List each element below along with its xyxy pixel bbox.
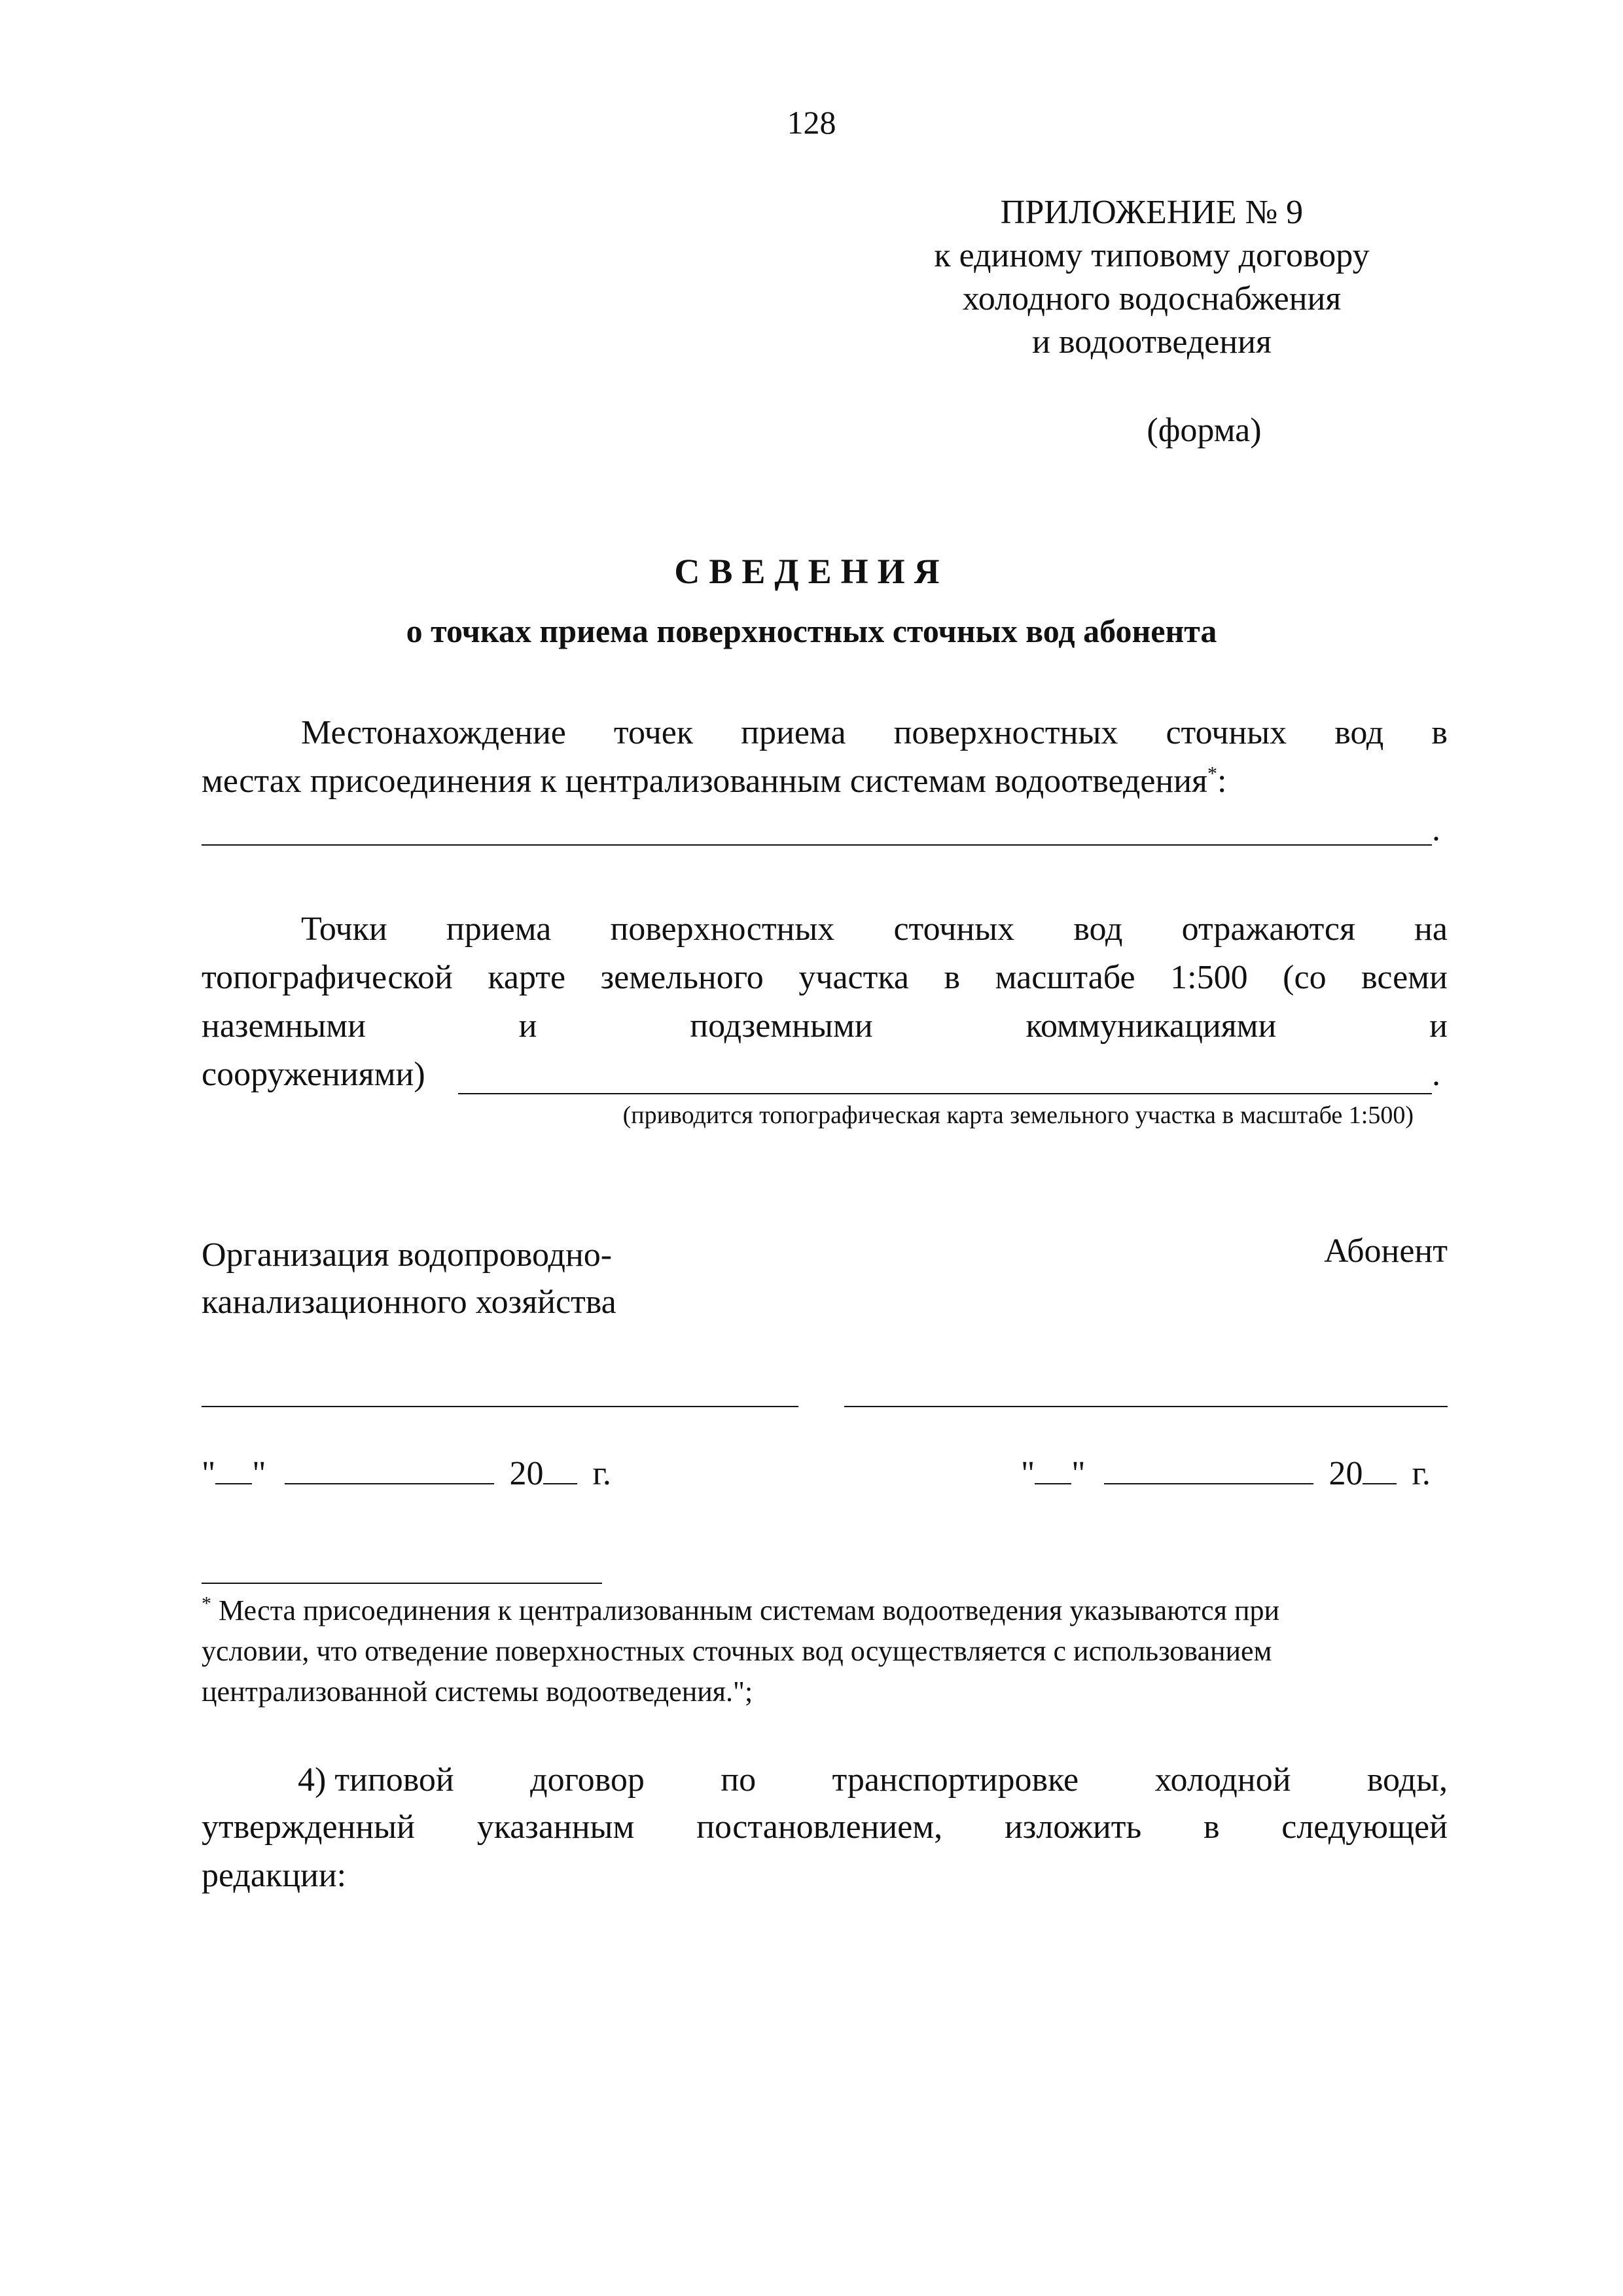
footnote-line-3: централизованной системы водоотведения.";	[202, 1676, 753, 1708]
word: воды,	[1366, 1761, 1448, 1799]
word: участка	[798, 959, 909, 996]
appendix-line-2: к единому типовому договору	[934, 237, 1370, 274]
subscriber-label: Абонент	[1324, 1232, 1448, 1270]
word: постановлением,	[696, 1808, 943, 1846]
subscriber-signature-line[interactable]	[844, 1406, 1448, 1407]
organization-label	[202, 1232, 616, 1326]
form-label: (форма)	[1147, 412, 1262, 449]
para2-line1	[301, 910, 1448, 948]
footnote-line-1-text: Места присоединения к централизованным системам водоотведения указываются при	[219, 1594, 1280, 1626]
year-suffix: г.	[592, 1455, 611, 1492]
word: холодной	[1154, 1761, 1291, 1799]
date-quote-close: "	[252, 1455, 266, 1492]
map-fill-line[interactable]	[458, 1093, 1432, 1094]
date-quote-close: "	[1071, 1455, 1086, 1492]
document-title: СВЕДЕНИЯ	[674, 552, 949, 591]
month-fill-line[interactable]	[285, 1457, 494, 1484]
organization-signature-line[interactable]	[202, 1406, 798, 1407]
word: приема	[446, 910, 552, 948]
appendix-header	[851, 191, 1453, 364]
word: 1:500	[1170, 959, 1248, 996]
word: и	[1429, 1007, 1448, 1045]
day-fill-line[interactable]	[215, 1457, 252, 1484]
word: точек	[613, 714, 694, 751]
appendix-line-4: и водоотведения	[1032, 323, 1272, 361]
footnote-reference: *	[1207, 762, 1217, 785]
item4-line3: редакции:	[202, 1857, 347, 1894]
word: вод	[1334, 714, 1384, 751]
appendix-title: ПРИЛОЖЕНИЕ № 9	[1000, 194, 1304, 231]
day-fill-line[interactable]	[1035, 1457, 1071, 1484]
word: сточных	[893, 910, 1015, 948]
month-fill-line[interactable]	[1104, 1457, 1313, 1484]
item4-line1	[298, 1761, 1448, 1799]
appendix-line-3: холодного водоснабжения	[962, 280, 1342, 317]
word: поверхностных	[610, 910, 835, 948]
page-number: 128	[787, 104, 836, 141]
year-prefix: 20	[509, 1455, 544, 1492]
word: (со	[1283, 959, 1327, 996]
year-fill-line[interactable]	[543, 1457, 577, 1484]
word: договор	[530, 1761, 645, 1799]
footnote-line-1	[202, 1590, 1448, 1631]
word: следующей	[1281, 1808, 1448, 1846]
para2-line3	[202, 1007, 1448, 1045]
location-fill-line[interactable]	[202, 844, 1432, 846]
word: по	[721, 1761, 757, 1799]
word: в	[944, 959, 961, 996]
word: подземными	[690, 1007, 873, 1045]
word: масштабе	[995, 959, 1135, 996]
word: коммуникациями	[1026, 1007, 1277, 1045]
para1-line1	[301, 713, 1448, 752]
word: и	[518, 1007, 537, 1045]
footnote	[202, 1590, 1448, 1712]
word: поверхностных	[893, 714, 1118, 751]
word: всеми	[1361, 959, 1448, 996]
map-fill-period: .	[1432, 1056, 1440, 1093]
word: изложить	[1004, 1808, 1142, 1846]
para1-line2	[202, 762, 1448, 800]
date-quote-open: "	[1021, 1455, 1035, 1492]
para2-line4: сооружениями)	[202, 1056, 425, 1093]
year-prefix: 20	[1329, 1455, 1363, 1492]
year-fill-line[interactable]	[1363, 1457, 1397, 1484]
word: транспортировке	[832, 1761, 1079, 1799]
word: на	[1414, 910, 1448, 948]
word: отражаются	[1181, 910, 1355, 948]
subscriber-date	[1021, 1454, 1431, 1493]
word: 4) типовой	[298, 1761, 454, 1799]
word: вод	[1073, 910, 1123, 948]
word: утвержденный	[202, 1808, 415, 1846]
word: приема	[741, 714, 846, 751]
word: сточных	[1166, 714, 1287, 751]
word: карте	[488, 959, 566, 996]
footnote-mark: *	[202, 1592, 211, 1615]
word: в	[1203, 1808, 1220, 1846]
word: Точки	[301, 910, 387, 948]
word: наземными	[202, 1007, 366, 1045]
word: Местонахождение	[301, 714, 566, 751]
organization-label-line-2: канализационного хозяйства	[202, 1283, 616, 1321]
para1-line2-text: местах присоединения к централизованным системам водоотведения	[202, 762, 1207, 800]
map-caption: (приводится топографическая карта земельного участка в масштабе 1:500)	[622, 1102, 1414, 1129]
footnote-separator	[202, 1583, 602, 1584]
date-quote-open: "	[202, 1455, 216, 1492]
word: в	[1431, 714, 1448, 751]
word: указанным	[476, 1808, 635, 1846]
footnote-line-2: условии, что отведение поверхностных сточных вод осуществляется с использованием	[202, 1635, 1272, 1667]
para2-line2	[202, 958, 1448, 997]
organization-date	[202, 1454, 611, 1493]
word: земельного	[600, 959, 764, 996]
word: топографической	[202, 959, 453, 996]
para1-line2-colon: :	[1217, 762, 1227, 800]
year-suffix: г.	[1412, 1455, 1431, 1492]
location-fill-period: .	[1432, 811, 1440, 848]
item4-line2	[202, 1808, 1448, 1846]
organization-label-line-1: Организация водопроводно-	[202, 1236, 613, 1274]
document-subtitle: о точках приема поверхностных сточных вод абонента	[406, 613, 1217, 649]
